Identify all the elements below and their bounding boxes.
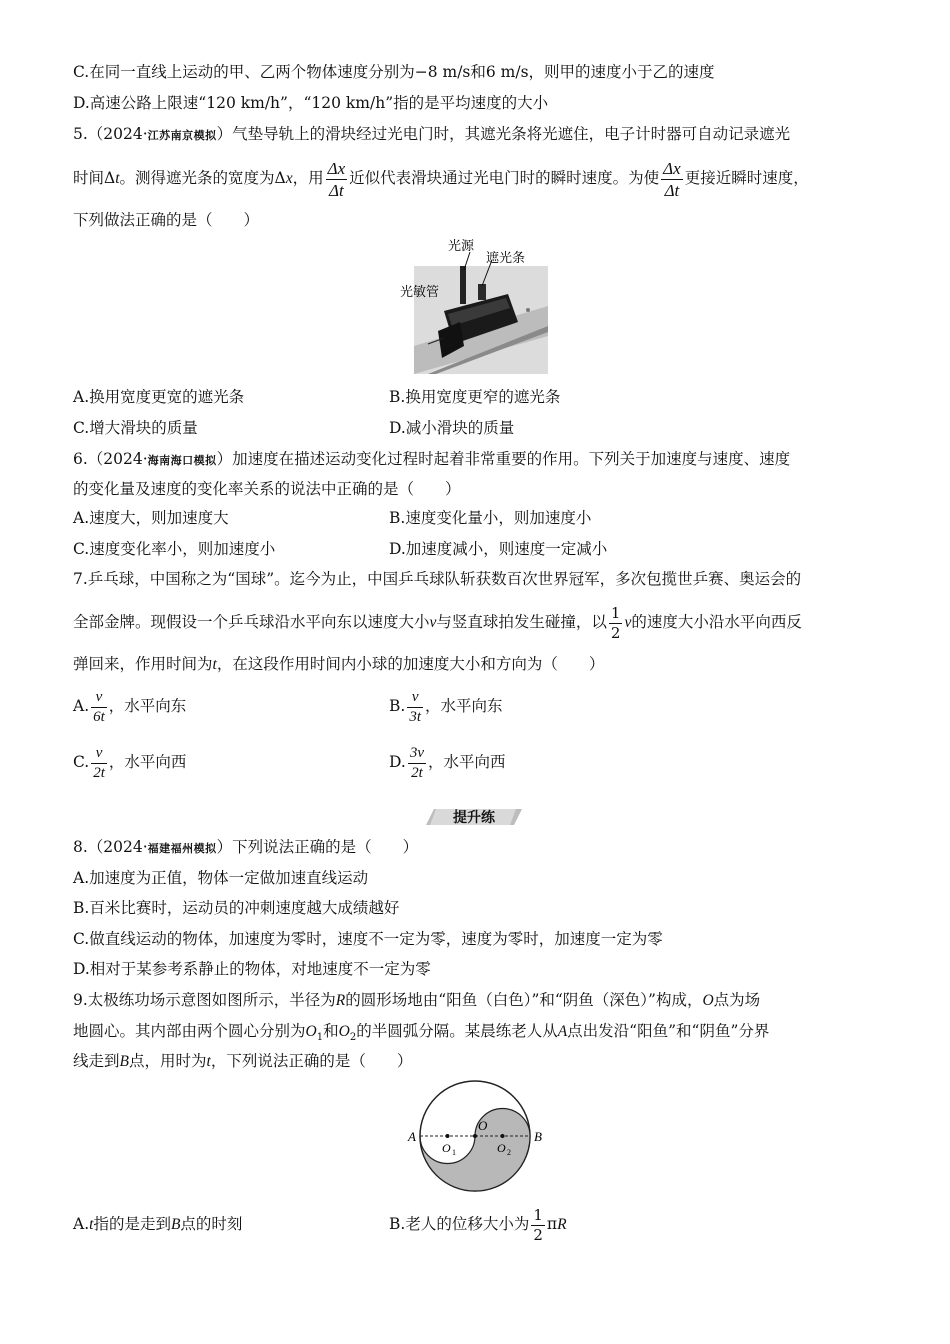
q7-option-b: B. $\frac{v}{3t}$ ，水平向东 <box>389 688 503 725</box>
label-light-source: 光源 <box>448 239 475 254</box>
q4-option-c: C.在同一直线上运动的甲、乙两个物体速度分别为−8 m/s和6 m/s，则甲的速度小于乙的速度 <box>73 63 715 81</box>
fraction-dx-dt: $\frac{\Delta x}{\Delta t}$ <box>327 158 346 200</box>
q9-stem-line1: 9.太极练功场示意图如图所示，半径为R的圆形场地由“阳鱼（白色）”和“阴鱼（深色）”构成，O点为场 <box>73 991 761 1009</box>
section-title: 提升练 <box>453 810 495 826</box>
q5-stem-line1: 5.（2024·江苏南京模拟）气垫导轨上的滑块经过光电门时，其遮光条将光遮住，电子计时器可自动记录遮光 <box>73 125 791 143</box>
q5-option-d: D.减小滑块的质量 <box>389 419 515 437</box>
q7-option-c: C. $\frac{v}{2t}$ ，水平向西 <box>73 744 187 781</box>
q5-option-a: A.换用宽度更宽的遮光条 <box>73 388 245 406</box>
q5-option-c: C.增大滑块的质量 <box>73 419 198 437</box>
shading-strip <box>478 284 486 300</box>
q9-option-b: B.老人的位移大小为 $\frac{1}{2}$ πR <box>389 1205 567 1244</box>
label-o: O <box>478 1118 488 1133</box>
label-o1-sub: 1 <box>452 1148 456 1157</box>
center-o-dot <box>473 1134 477 1138</box>
label-shading-strip: 遮光条 <box>486 251 526 266</box>
center-o2-dot <box>501 1134 505 1138</box>
section-banner <box>426 806 522 828</box>
q6-option-b: B.速度变化量小，则加速度小 <box>389 509 592 527</box>
q5-stem-line2: 时间Δt。测得遮光条的宽度为Δx，用 $\frac{\Delta x}{\Delta t}$ 近似代表滑块通过光电门时的瞬时速度。为使 $\frac{\Delta x}{\Delta t}$ 更接近瞬时速度， <box>73 158 809 200</box>
label-photosensor: 光敏管 <box>400 285 440 300</box>
q5-stem-line3: 下列做法正确的是（ ） <box>73 211 260 229</box>
q9-option-a: A.t指的是走到B点的时刻 <box>73 1215 243 1233</box>
label-o2-sub: 2 <box>507 1148 511 1157</box>
q7-stem-line2: 全部金牌。现假设一个乒乓球沿水平向东以速度大小v与竖直球拍发生碰撞，以 $\frac{1}{2}$ v的速度大小沿水平向西反 <box>73 603 802 642</box>
q7-stem-line3: 弹回来，作用时间为t，在这段作用时间内小球的加速度大小和方向为（ ） <box>73 655 605 673</box>
q6-stem-line1: 6.（2024·海南海口模拟）加速度在描述运动变化过程时起着非常重要的作用。下列关于加速度与速度、速度 <box>73 450 791 468</box>
q8-option-a: A.加速度为正值，物体一定做加速直线运动 <box>73 869 369 887</box>
label-a: A <box>408 1129 416 1144</box>
q7-option-a: A. $\frac{v}{6t}$ ，水平向东 <box>73 688 187 725</box>
photogate-figure <box>388 236 558 374</box>
q7-option-d: D. $\frac{3v}{2t}$ ，水平向西 <box>389 744 506 781</box>
q5-source: 江苏南京模拟 <box>147 129 217 142</box>
light-source-post <box>460 266 466 304</box>
q6-option-a: A.速度大，则加速度大 <box>73 509 229 527</box>
q6-option-c: C.速度变化率小，则加速度小 <box>73 540 276 558</box>
q8-option-b: B.百米比赛时，运动员的冲刺速度越大成绩越好 <box>73 899 400 917</box>
q6-stem-line2: 的变化量及速度的变化率关系的说法中正确的是（ ） <box>73 480 461 498</box>
taiji-diagram <box>400 1078 550 1198</box>
q6-source: 海南海口模拟 <box>147 454 217 467</box>
q7-stem-line1: 7.乒乓球，中国称之为“国球”。迄今为止，中国乒乓球队斩获数百次世界冠军，多次包揽世乒赛、奥运会的 <box>73 570 802 588</box>
center-o1-dot <box>446 1134 450 1138</box>
q8-stem: 8.（2024·福建福州模拟）下列说法正确的是（ ） <box>73 838 419 856</box>
q8-option-d: D.相对于某参考系静止的物体，对地速度不一定为零 <box>73 960 431 978</box>
fraction-dx-dt-2: $\frac{\Delta x}{\Delta t}$ <box>663 158 681 200</box>
label-o1: O <box>442 1141 451 1155</box>
label-o2: O <box>497 1141 506 1155</box>
q9-stem-line3: 线走到B点，用时为t，下列说法正确的是（ ） <box>73 1052 413 1070</box>
fraction-one-half: $\frac{1}{2}$ <box>610 603 621 642</box>
label-b: B <box>534 1129 542 1144</box>
q8-option-c: C.做直线运动的物体，加速度为零时，速度不一定为零，速度为零时，加速度一定为零 <box>73 930 663 948</box>
q6-option-d: D.加速度减小，则速度一定减小 <box>389 540 608 558</box>
q8-source: 福建福州模拟 <box>147 842 217 855</box>
q9-stem-line2: 地圆心。其内部由两个圆心分别为$O_1$和$O_2$的半圆弧分隔。某晨练老人从A点出发沿“阳鱼”和“阴鱼”分界 <box>73 1022 770 1044</box>
q4-option-d: D.高速公路上限速“120 km/h”，“120 km/h”指的是平均速度的大小 <box>73 94 549 112</box>
q5-option-b: B.换用宽度更窄的遮光条 <box>389 388 561 406</box>
